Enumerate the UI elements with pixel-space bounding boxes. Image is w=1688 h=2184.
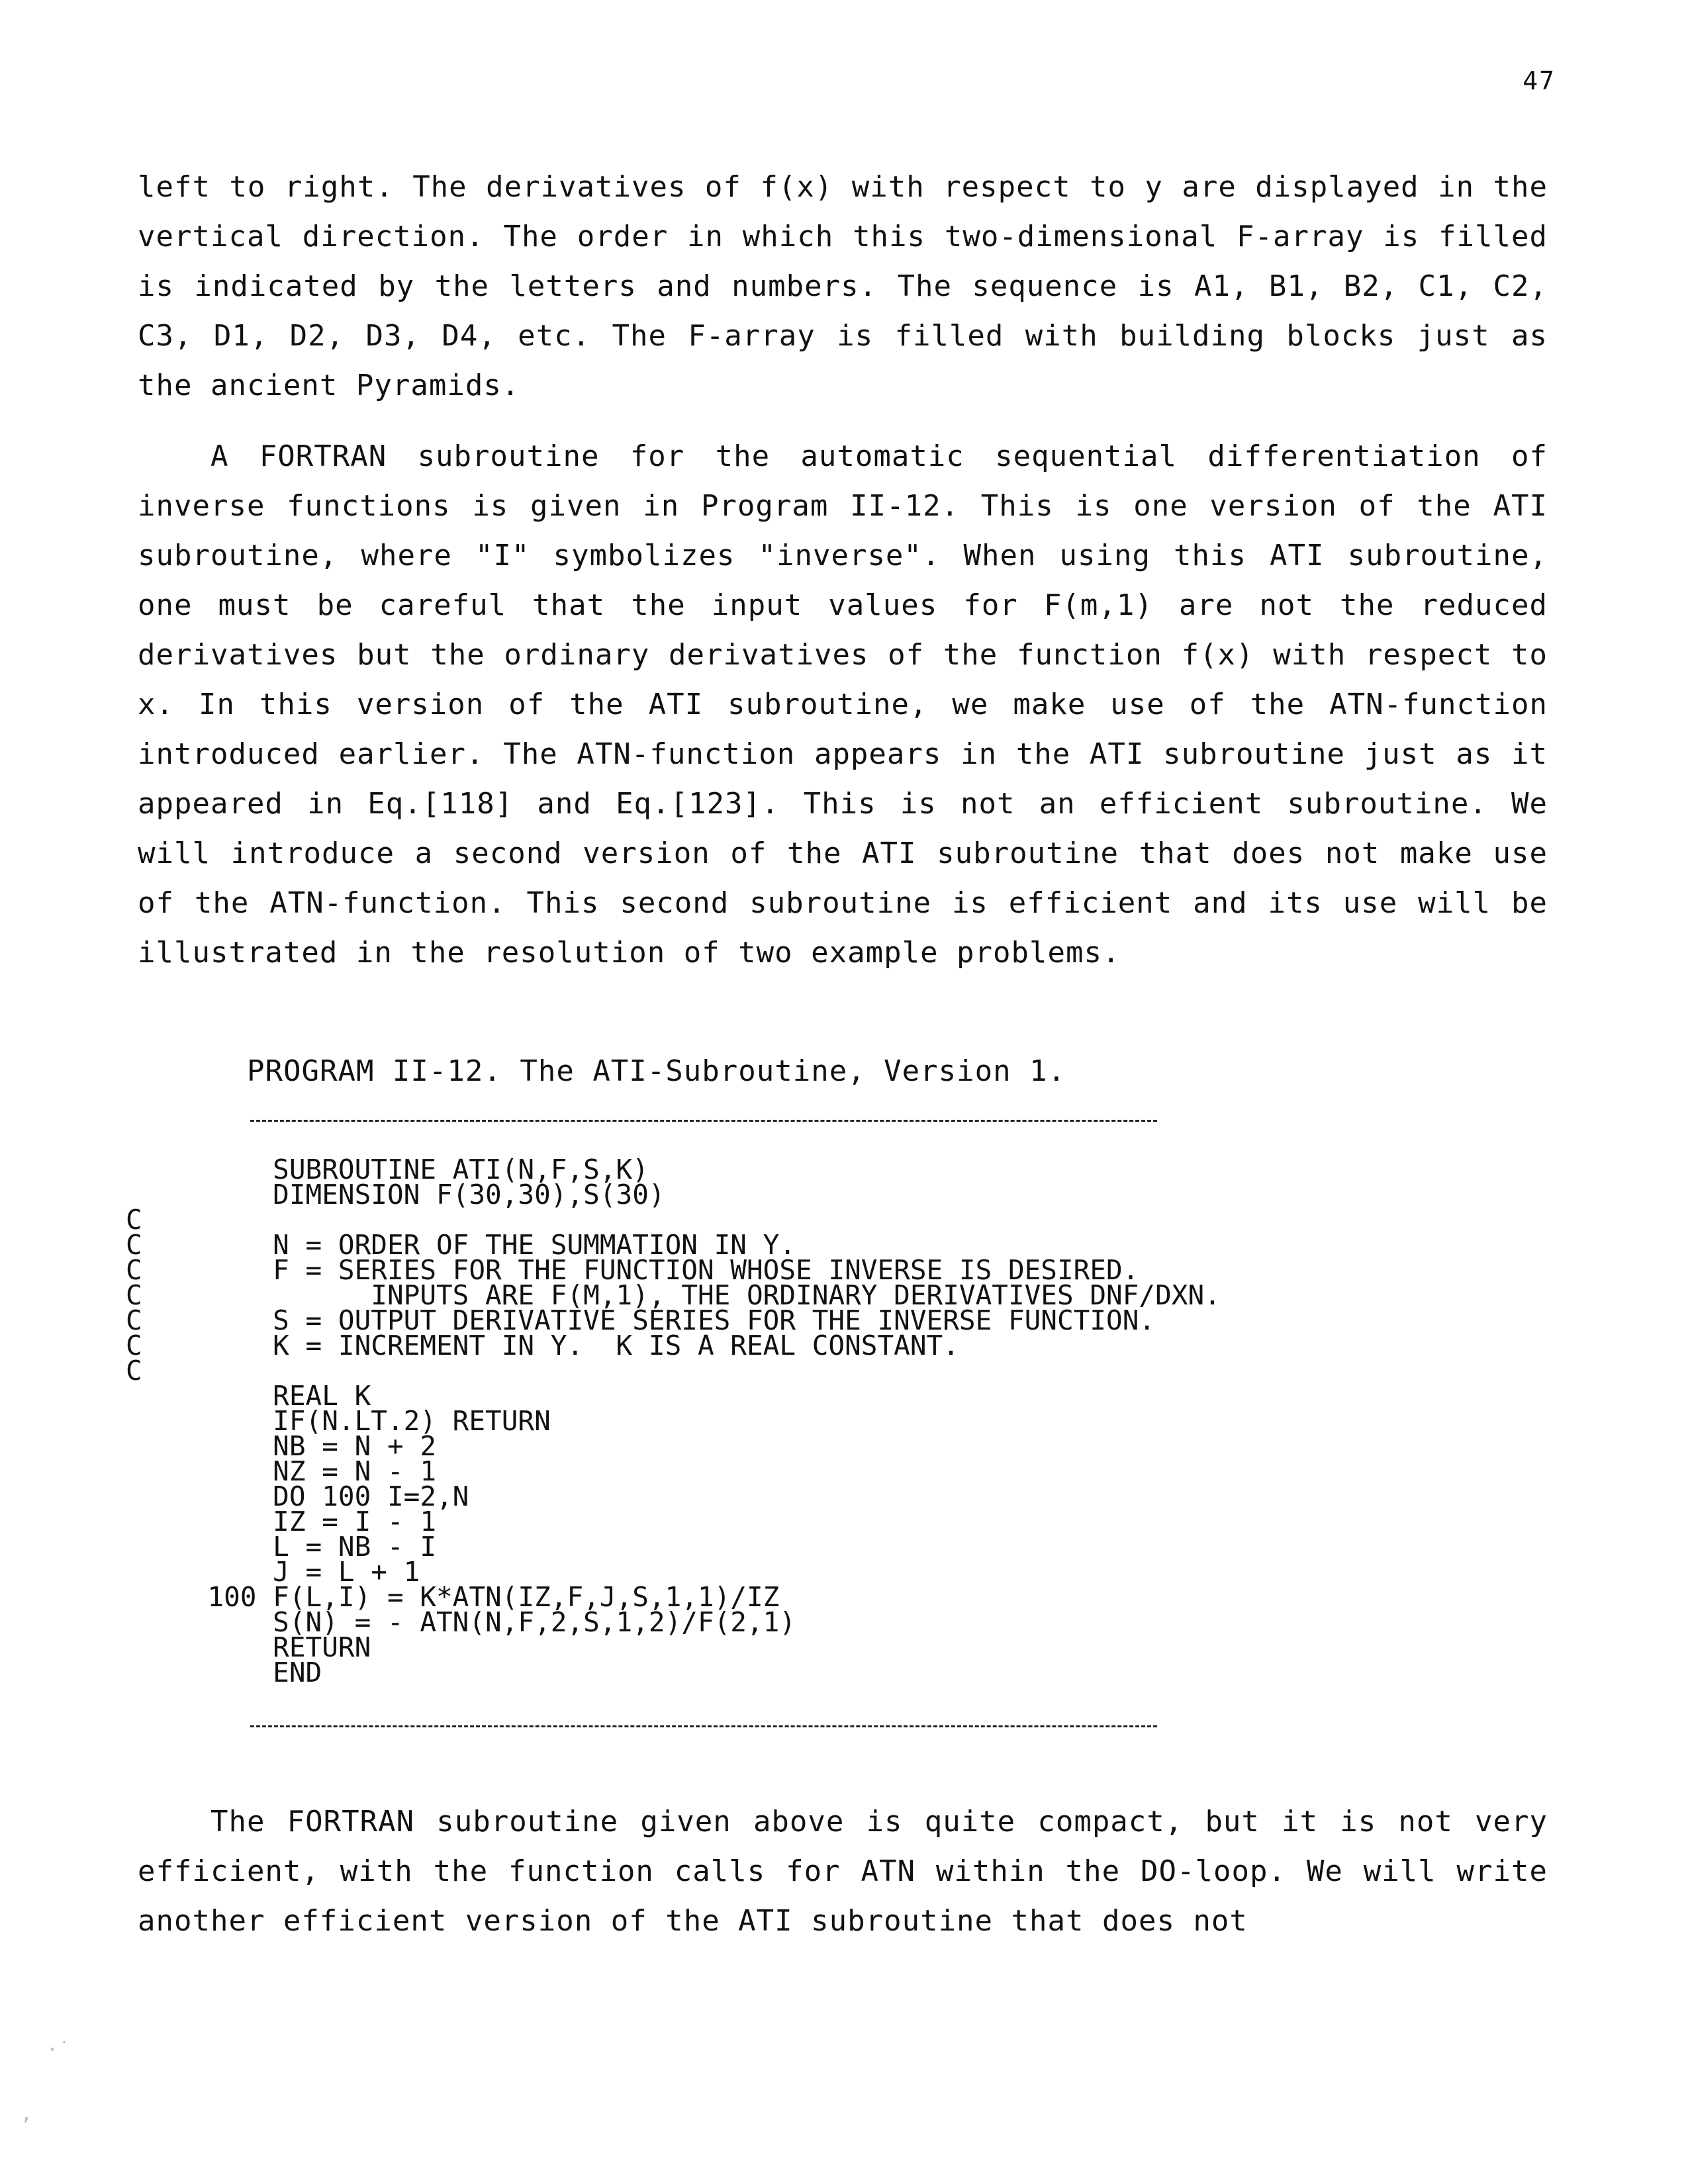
divider-top [250, 1120, 1157, 1122]
paragraph-1: left to right. The derivatives of f(x) with respect to y are displayed in the vertical direction. The order in which this two-dimensional F-array is filled is indicated by the letters and numbers. The sequence is A1, B1, B2, C1, C2, C3, D1, D2, D3, D4, etc. The F-array is filled with building blocks just as the ancient Pyramids. [138, 170, 1548, 402]
fortran-code-listing: SUBROUTINE ATI(N,F,S,K) DIMENSION F(30,30),S(30) C C N = ORDER OF THE SUMMATION IN Y. C F = SERIES FOR THE FUNCTION WHOSE INVERSE IS DESIRED. C INPUTS ARE F(M,1), THE ORDINARY DERIVATIVES DNF/DXN. C S = OUTPUT DERIVATIVE SERIES FOR THE INVERSE FUNCTION. C K = INCREMENT IN Y. K IS A REAL CONSTANT. C REAL K IF(N.LT.2) RETURN NB = N + 2 NZ = N - 1 DO 100 I=2,N IZ = I - 1 L = NB - I J = L + 1 100 F(L,I) = K*ATN(IZ,F,J,S,1,1)/IZ S(N) = - ATN(N,F,2,S,1,2)/F(2,1) RETURN END [126, 1154, 1221, 1688]
scan-speck: ʼ [20, 2115, 32, 2138]
program-caption: PROGRAM II-12. The ATI-Subroutine, Version 1. [247, 1054, 1066, 1088]
paragraph-3: The FORTRAN subroutine given above is quite compact, but it is not very efficient, with the function calls for ATN within the DO-loop. We will write another efficient version of the ATI subroutine that does not [138, 1805, 1548, 1938]
paragraph-2: A FORTRAN subroutine for the automatic sequential differentiation of inverse functions is given in Program II-12. This is one version of the ATI subroutine, where "I" symbolizes "inverse". When using this ATI subroutine, one must be careful that the input values for F(m,1) are not the reduced derivatives but the ordinary derivatives of the function f(x) with respect to x. In this version of the ATI subroutine, we make use of the ATN-function introduced earlier. The ATN-function appears in the ATI subroutine just as it appeared in Eq.[118] and Eq.[123]. This is not an efficient subroutine. We will introduce a second version of the ATI subroutine that does not make use of the ATN-function. This second subroutine is efficient and its use will be illustrated in the resolution of two example problems. [138, 439, 1548, 970]
scan-speck: ·˙ [46, 2038, 71, 2062]
page-number: 47 [1523, 66, 1556, 95]
divider-bottom [250, 1725, 1157, 1727]
